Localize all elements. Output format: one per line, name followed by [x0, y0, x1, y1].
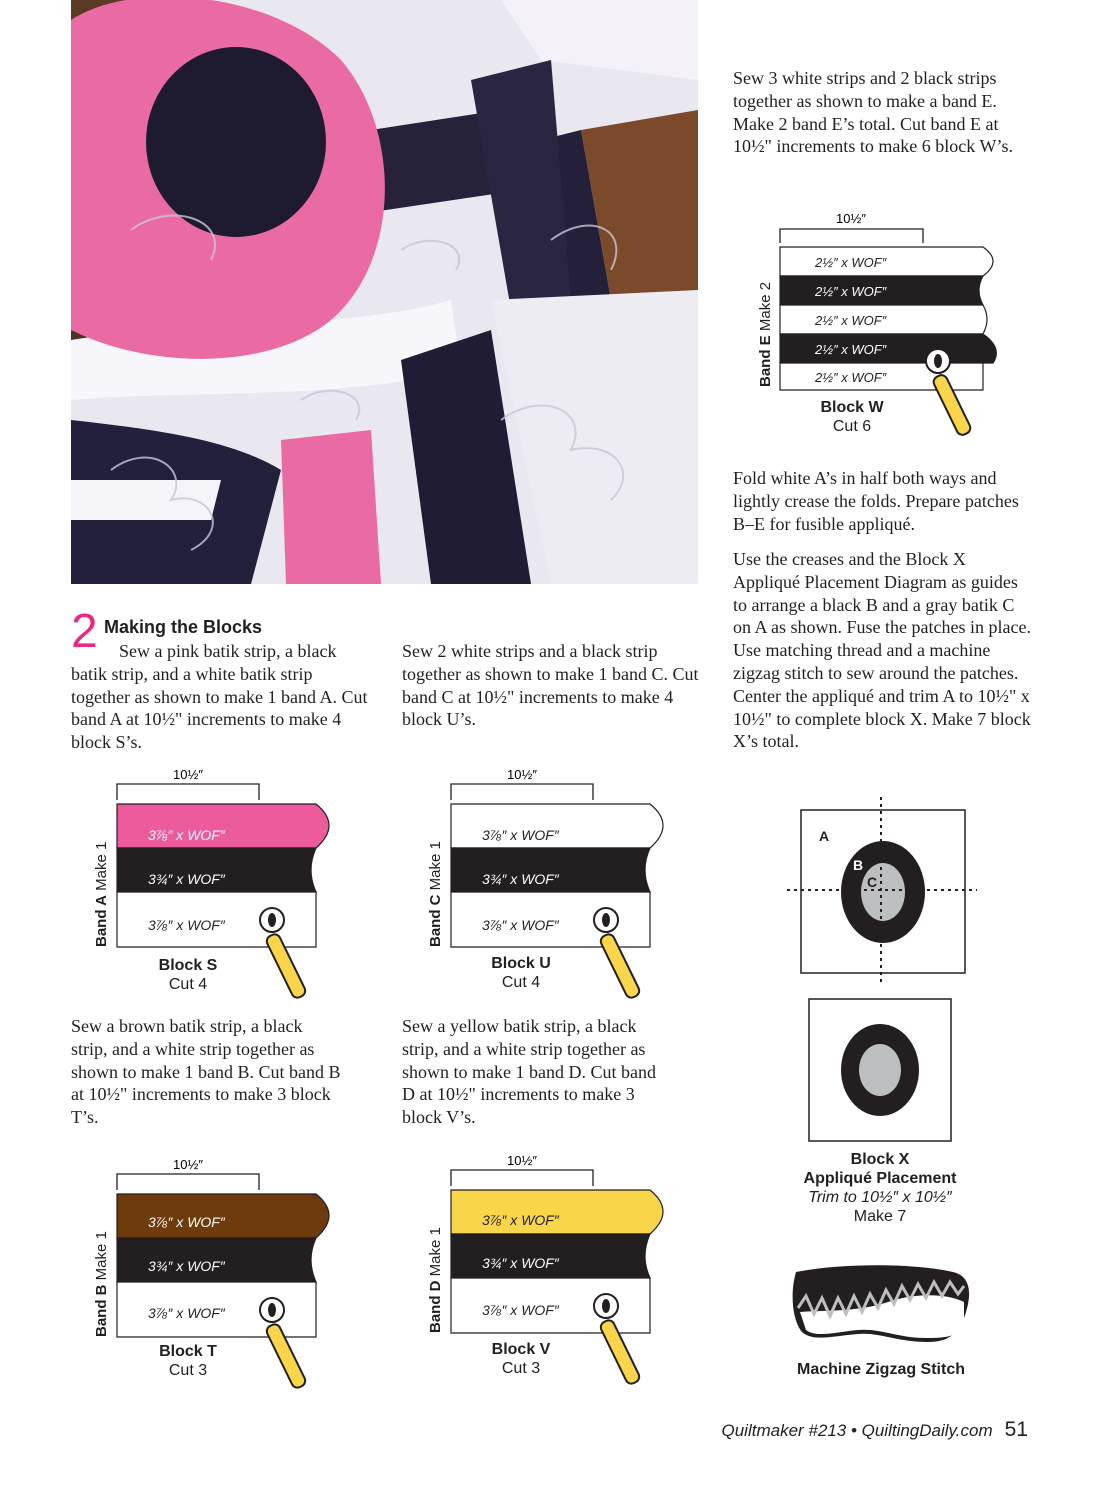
fold-instructions: Fold white A’s in half both ways and lightly crease the folds. Prepare patches B–E for fusible appliqué. [733, 468, 1019, 534]
block-name: Block V [491, 1341, 551, 1358]
patch-c-label: C [867, 874, 878, 890]
block-x-finished-diagram [808, 998, 954, 1149]
block-x-caption [770, 1150, 990, 1226]
strip-label: 3¾″ x WOF″ [482, 1255, 559, 1271]
page-number: 51 [1004, 1418, 1028, 1441]
zigzag-stitch-diagram [788, 1262, 973, 1353]
zigzag-caption-text: Machine Zigzag Stitch [796, 1361, 965, 1378]
strip-label: 3⅞″ x WOF″ [482, 827, 559, 843]
block-x-placement-diagram [785, 795, 985, 1000]
band-side-label: Band B Make 1 [93, 1231, 110, 1337]
strip-label: 2½″ x WOF″ [815, 284, 887, 299]
strip-label: 3⅞″ x WOF″ [148, 917, 225, 933]
patch-b-label: B [853, 857, 864, 873]
measure-label: 10½″ [507, 767, 537, 782]
measure-label: 10½″ [836, 211, 866, 226]
section-heading: Making the Blocks [104, 617, 263, 637]
band-side-label: Band E Make 2 [757, 281, 774, 387]
band-side-label: Band C Make 1 [427, 841, 444, 947]
strip-label: 2½″ x WOF″ [815, 313, 887, 328]
step-number: 2 [71, 605, 98, 658]
band-d-instructions: Sew a yellow batik strip, a black strip, and a white strip together as shown to make 1 band D. Cut band D at 10½" increments to make 3 block V’s. [402, 1016, 656, 1128]
applique-instructions: Use the creases and the Block X Appliqué Placement Diagram as guides to arrange a black B and a gray batik C on A as shown. Fuse the patches in place. Use matching thread and a machine zigzag stitch to sew around the patches. Center the appliqué and trim A to 10½" x 10½" to complete block X. Make 7 block X’s total. [733, 549, 1031, 752]
band-side-label: Band A Make 1 [93, 841, 110, 947]
block-v-caption [441, 1340, 601, 1378]
page-footer [722, 1418, 1029, 1442]
block-x-title: Block X [850, 1151, 910, 1168]
block-name: Block T [159, 1343, 217, 1360]
band-b-instructions: Sew a brown batik strip, a black strip, and a white strip together as shown to make 1 band B. Cut band B at 10½" increments to make 3 block T’s. [71, 1016, 341, 1128]
strip-label: 3⅞″ x WOF″ [148, 1214, 225, 1230]
block-name: Block U [491, 955, 551, 972]
band-c-instructions: Sew 2 white strips and a black strip together as shown to make 1 band C. Cut band C at 10½" increments to make 4 block U’s. [402, 641, 699, 730]
block-s-caption [108, 956, 268, 994]
block-name: Block S [158, 957, 218, 974]
block-name: Block W [820, 399, 884, 416]
strip-label: 3⅞″ x WOF″ [148, 1305, 225, 1321]
measure-label: 10½″ [173, 1157, 203, 1172]
block-t-caption [108, 1342, 268, 1380]
band-side-label: Band D Make 1 [427, 1227, 444, 1333]
strip-label: 2½″ x WOF″ [815, 255, 887, 270]
block-cut: Cut 4 [501, 974, 541, 991]
measure-label: 10½″ [173, 767, 203, 782]
block-u-caption [441, 954, 601, 992]
strip-label: 3¾″ x WOF″ [148, 1258, 225, 1274]
block-w-caption [772, 398, 932, 436]
block-x-make: Make 7 [853, 1208, 907, 1225]
strip-label: 3¾″ x WOF″ [482, 871, 559, 887]
quilt-photo [71, 0, 698, 584]
strip-label: 2½″ x WOF″ [815, 370, 887, 385]
block-cut: Cut 3 [168, 1362, 208, 1379]
zigzag-caption [770, 1360, 992, 1379]
strip-label: 3¾″ x WOF″ [148, 871, 225, 887]
measure-label: 10½″ [507, 1153, 537, 1168]
publication-credit: Quiltmaker #213 • QuiltingDaily.com [721, 1421, 993, 1440]
strip-label: 3⅞″ x WOF″ [148, 827, 225, 843]
block-cut: Cut 6 [832, 418, 872, 435]
strip-label: 3⅞″ x WOF″ [482, 1302, 559, 1318]
block-x-subtitle: Appliqué Placement [803, 1170, 957, 1187]
block-cut: Cut 4 [168, 976, 208, 993]
block-x-trim: Trim to 10½″ x 10½″ [808, 1189, 952, 1206]
strip-label: 3⅞″ x WOF″ [482, 917, 559, 933]
band-e-instructions: Sew 3 white strips and 2 black strips together as shown to make a band E. Make 2 band E’s total. Cut band E at 10½" increments to make 6 block W’s. [733, 68, 1013, 157]
strip-label: 3⅞″ x WOF″ [482, 1212, 559, 1228]
strip-label: 2½″ x WOF″ [815, 342, 887, 357]
block-cut: Cut 3 [501, 1360, 541, 1377]
patch-a-label: A [819, 828, 830, 844]
band-a-instructions: Sew a pink batik strip, a black batik strip, and a white batik strip together as shown to make 1 band A. Cut band A at 10½" increments to make 4 block S’s. [71, 641, 368, 753]
